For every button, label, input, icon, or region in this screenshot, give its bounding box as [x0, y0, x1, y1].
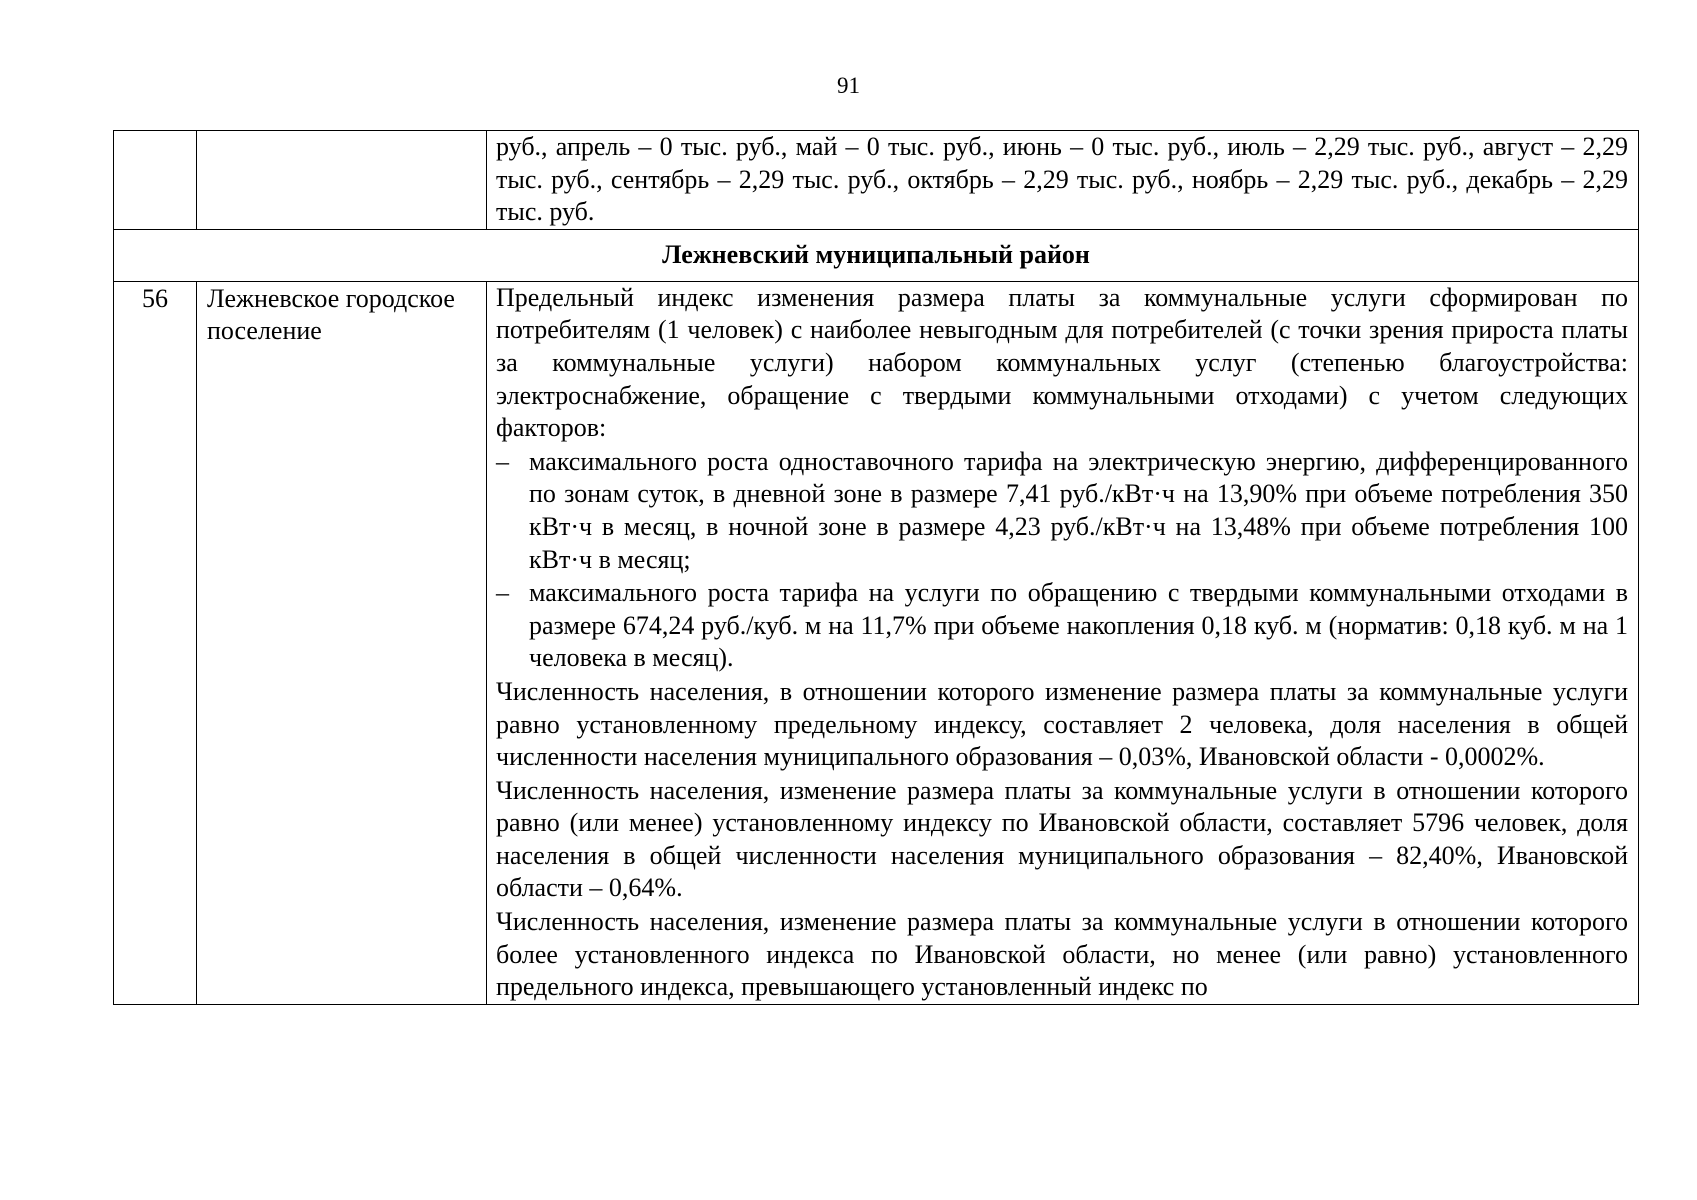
page-number: 91 — [837, 73, 860, 98]
tariff-table — [113, 130, 1639, 1005]
continuation-text: руб., апрель – 0 тыс. руб., май – 0 тыс. руб., июнь – 0 тыс. руб., июль – 2,29 тыс. руб., август – 2,29 тыс. руб., сентябрь – 2,29 тыс. руб., октябрь – 2,29 тыс. руб., ноябрь – 2,29 тыс. руб., декабрь – 2,29 тыс. руб. — [496, 132, 1628, 227]
row-number-cell — [114, 131, 197, 230]
description-cell — [487, 131, 1639, 230]
section-title: Лежневский муниципальный район — [114, 229, 1639, 281]
municipality-name-cell — [197, 131, 487, 230]
intro-paragraph: Предельный индекс изменения размера платы за коммунальные услуги сформирован по потребителям (1 человек) с наиболее невыгодным для потребителей (с точки зрения прироста платы за коммунальные услуги) набором коммунальных услуг (степенью благоустройства: электроснабжение, обращение с твердыми коммунальными отходами) с учетом следующих факторов: — [496, 282, 1628, 443]
population-paragraph: Численность населения, изменение размера платы за коммунальные услуги в отношении которого равно (или менее) установленному индексу по Ивановской области, составляет 5796 человек, доля населения в общей численности населения муниципального образования – 82,40%, Ивановской области – 0,64%. — [496, 775, 1628, 903]
row-number-cell: 56 — [114, 281, 197, 1004]
factor-item — [496, 446, 1628, 576]
section-header-row — [114, 229, 1639, 281]
list-dash: – — [496, 446, 509, 476]
table-row — [114, 281, 1639, 1004]
factor-item — [496, 577, 1628, 675]
table-row-continuation — [114, 131, 1639, 230]
description-cell — [487, 281, 1639, 1004]
population-paragraph: Численность населения, в отношении которого изменение размера платы за коммунальные услуги равно установленному предельному индексу, составляет 2 человека, доля населения в общей численности населения муниципального образования – 0,03%, Ивановской области - 0,0002%. — [496, 676, 1628, 772]
municipality-name-cell: Лежневское городское поселение — [197, 281, 487, 1004]
population-paragraph: Численность населения, изменение размера платы за коммунальные услуги в отношении которого более установленного индекса по Ивановской области, но менее (или равно) установленного предельного индекса, превышающего установленный индекс по — [496, 907, 1628, 1002]
list-dash: – — [496, 578, 509, 608]
factor-text: максимального роста одноставочного тарифа на электрическую энергию, дифференцированного по зонам суток, в дневной зоне в размере 7,41 руб./кВт·ч на 13,90% при объеме потребления 350 кВт·ч в месяц, в ночной зоне в размере 4,23 руб./кВт·ч на 13,48% при объеме потребления 100 кВт·ч в месяц; — [529, 446, 1628, 574]
factor-text: максимального роста тарифа на услуги по обращению с твердыми коммунальными отходами в размере 674,24 руб./куб. м на 11,7% при объеме накопления 0,18 куб. м (норматив: 0,18 куб. м на 1 человека в месяц). — [529, 578, 1628, 673]
